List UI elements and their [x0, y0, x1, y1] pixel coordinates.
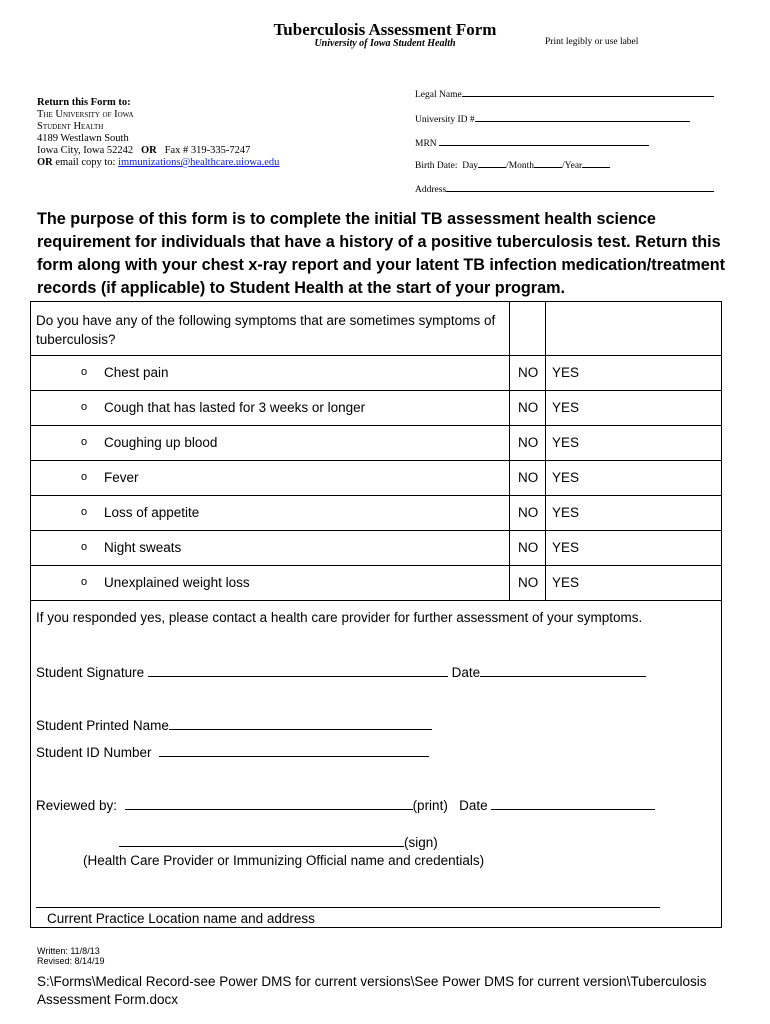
- no-option[interactable]: NO: [518, 365, 539, 380]
- student-id-field[interactable]: [36, 744, 429, 760]
- printed-name-field[interactable]: [36, 717, 432, 733]
- symptom-label: Coughing up blood: [104, 435, 218, 450]
- row-divider: [31, 600, 721, 601]
- bullet-icon: o: [81, 401, 88, 413]
- birth-month-label: /Month: [506, 161, 535, 171]
- birth-day-label: Day: [462, 161, 479, 171]
- symptom-label: Fever: [104, 470, 139, 485]
- follow-up-instruction: If you responded yes, please contact a health care provider for further assessment of your symptoms.: [36, 610, 643, 625]
- student-id-label: Student ID Number: [36, 745, 152, 760]
- bullet-icon: o: [81, 541, 88, 553]
- row-divider: [31, 495, 721, 496]
- symptom-label: Unexplained weight loss: [104, 575, 250, 590]
- written-date: Written: 11/8/13: [37, 946, 100, 956]
- reviewed-date-label: Date: [459, 798, 488, 813]
- yes-option[interactable]: YES: [552, 505, 580, 520]
- or-label-email: OR: [37, 157, 53, 168]
- provider-sign-field[interactable]: [119, 834, 438, 850]
- yes-option[interactable]: YES: [552, 540, 580, 555]
- printed-name-line[interactable]: [169, 717, 432, 730]
- return-line-university: The University of Iowa: [37, 109, 134, 120]
- col-divider-left: [509, 302, 510, 600]
- symptom-label: Night sweats: [104, 540, 182, 555]
- legal-name-label: Legal Name: [415, 90, 462, 100]
- no-option[interactable]: NO: [518, 505, 539, 520]
- printed-name-label: Student Printed Name: [36, 718, 169, 733]
- yes-option[interactable]: YES: [552, 400, 580, 415]
- university-id-line[interactable]: [475, 112, 690, 122]
- col-divider-right: [545, 302, 546, 600]
- student-id-line[interactable]: [159, 744, 429, 757]
- fax-number: Fax # 319-335-7247: [164, 145, 251, 156]
- bullet-icon: o: [81, 366, 88, 378]
- return-line-street: 4189 Westlawn South: [37, 133, 129, 144]
- no-option[interactable]: NO: [518, 400, 539, 415]
- legal-name-field[interactable]: [415, 87, 714, 100]
- birth-date-field[interactable]: [415, 158, 610, 171]
- row-divider: [31, 565, 721, 566]
- row-divider: [31, 390, 721, 391]
- footer-dates: [37, 946, 105, 966]
- address-label: Address: [415, 185, 447, 195]
- reviewed-by-line[interactable]: [125, 797, 413, 810]
- university-id-field[interactable]: [415, 112, 690, 125]
- signature-date-line[interactable]: [480, 664, 646, 677]
- return-city: Iowa City, Iowa 52242: [37, 145, 134, 156]
- or-label: OR: [141, 145, 157, 156]
- reviewed-by-field[interactable]: [36, 797, 655, 813]
- no-option[interactable]: NO: [518, 575, 539, 590]
- mrn-label: MRN: [415, 139, 437, 149]
- student-signature-label: Student Signature: [36, 665, 145, 680]
- practice-location-label: Current Practice Location name and address: [47, 911, 315, 926]
- symptom-label: Loss of appetite: [104, 505, 200, 520]
- provider-note: (Health Care Provider or Immunizing Official name and credentials): [83, 853, 485, 868]
- signature-date-label: Date: [451, 665, 481, 680]
- university-id-label: University ID #: [415, 115, 475, 125]
- symptom-label: Cough that has lasted for 3 weeks or longer: [104, 400, 366, 415]
- yes-option[interactable]: YES: [552, 365, 580, 380]
- sign-label: (sign): [404, 835, 438, 850]
- form-subtitle: University of Iowa Student Health: [314, 38, 456, 49]
- no-option[interactable]: NO: [518, 540, 539, 555]
- row-divider: [31, 355, 721, 356]
- reviewed-by-label: Reviewed by:: [36, 798, 118, 813]
- provider-sign-line[interactable]: [119, 834, 404, 847]
- bullet-icon: o: [81, 576, 88, 588]
- address-field[interactable]: [415, 182, 714, 195]
- bullet-icon: o: [81, 471, 88, 483]
- return-heading: Return this Form to:: [37, 97, 131, 108]
- file-path: S:\Forms\Medical Record-see Power DMS for current versions\See Power DMS for current version\Tuberculosis Assessment Form.docx: [37, 974, 707, 1007]
- row-divider: [31, 425, 721, 426]
- symptom-label: Chest pain: [104, 365, 169, 380]
- student-signature-field[interactable]: [36, 664, 646, 680]
- birth-month-line[interactable]: [534, 158, 562, 168]
- symptom-form-box: [30, 301, 722, 928]
- yes-option[interactable]: YES: [552, 470, 580, 485]
- birth-year-label: /Year: [562, 161, 583, 171]
- symptom-question: Do you have any of the following symptoms that are sometimes symptoms of tuberculosis?: [36, 313, 496, 347]
- bullet-icon: o: [81, 506, 88, 518]
- revised-date: Revised: 8/14/19: [37, 956, 105, 966]
- return-line-email: [37, 157, 279, 169]
- row-divider: [31, 530, 721, 531]
- address-line[interactable]: [446, 182, 714, 192]
- email-link[interactable]: immunizations@healthcare.uiowa.edu: [118, 157, 280, 168]
- purpose-statement: The purpose of this form is to complete the initial TB assessment health science requirement for individuals that have a history of a positive tuberculosis test. Return this form along with your chest x-ray report and your latent TB infection medication/treatment records (if applicable) to Student Health at the start of your program.: [37, 210, 726, 297]
- form-title: Tuberculosis Assessment Form: [273, 20, 497, 39]
- return-line-city: [37, 145, 279, 157]
- no-option[interactable]: NO: [518, 435, 539, 450]
- yes-option[interactable]: YES: [552, 575, 580, 590]
- birth-date-label: Birth Date:: [415, 161, 458, 171]
- yes-option[interactable]: YES: [552, 435, 580, 450]
- return-line-student-health: Student Health: [37, 121, 104, 132]
- student-signature-line[interactable]: [148, 664, 448, 677]
- print-note: Print legibly or use label: [545, 37, 639, 47]
- mrn-field[interactable]: [415, 136, 649, 149]
- practice-location-line[interactable]: [36, 907, 660, 908]
- return-address-block: [37, 97, 279, 169]
- mrn-line[interactable]: [439, 136, 649, 146]
- email-prefix: email copy to:: [55, 157, 116, 168]
- reviewed-date-line[interactable]: [491, 797, 655, 810]
- print-label: (print): [412, 798, 448, 813]
- legal-name-line[interactable]: [462, 87, 714, 97]
- birth-year-line[interactable]: [582, 158, 610, 168]
- row-divider: [31, 460, 721, 461]
- bullet-icon: o: [81, 436, 88, 448]
- birth-day-line[interactable]: [478, 158, 506, 168]
- no-option[interactable]: NO: [518, 470, 539, 485]
